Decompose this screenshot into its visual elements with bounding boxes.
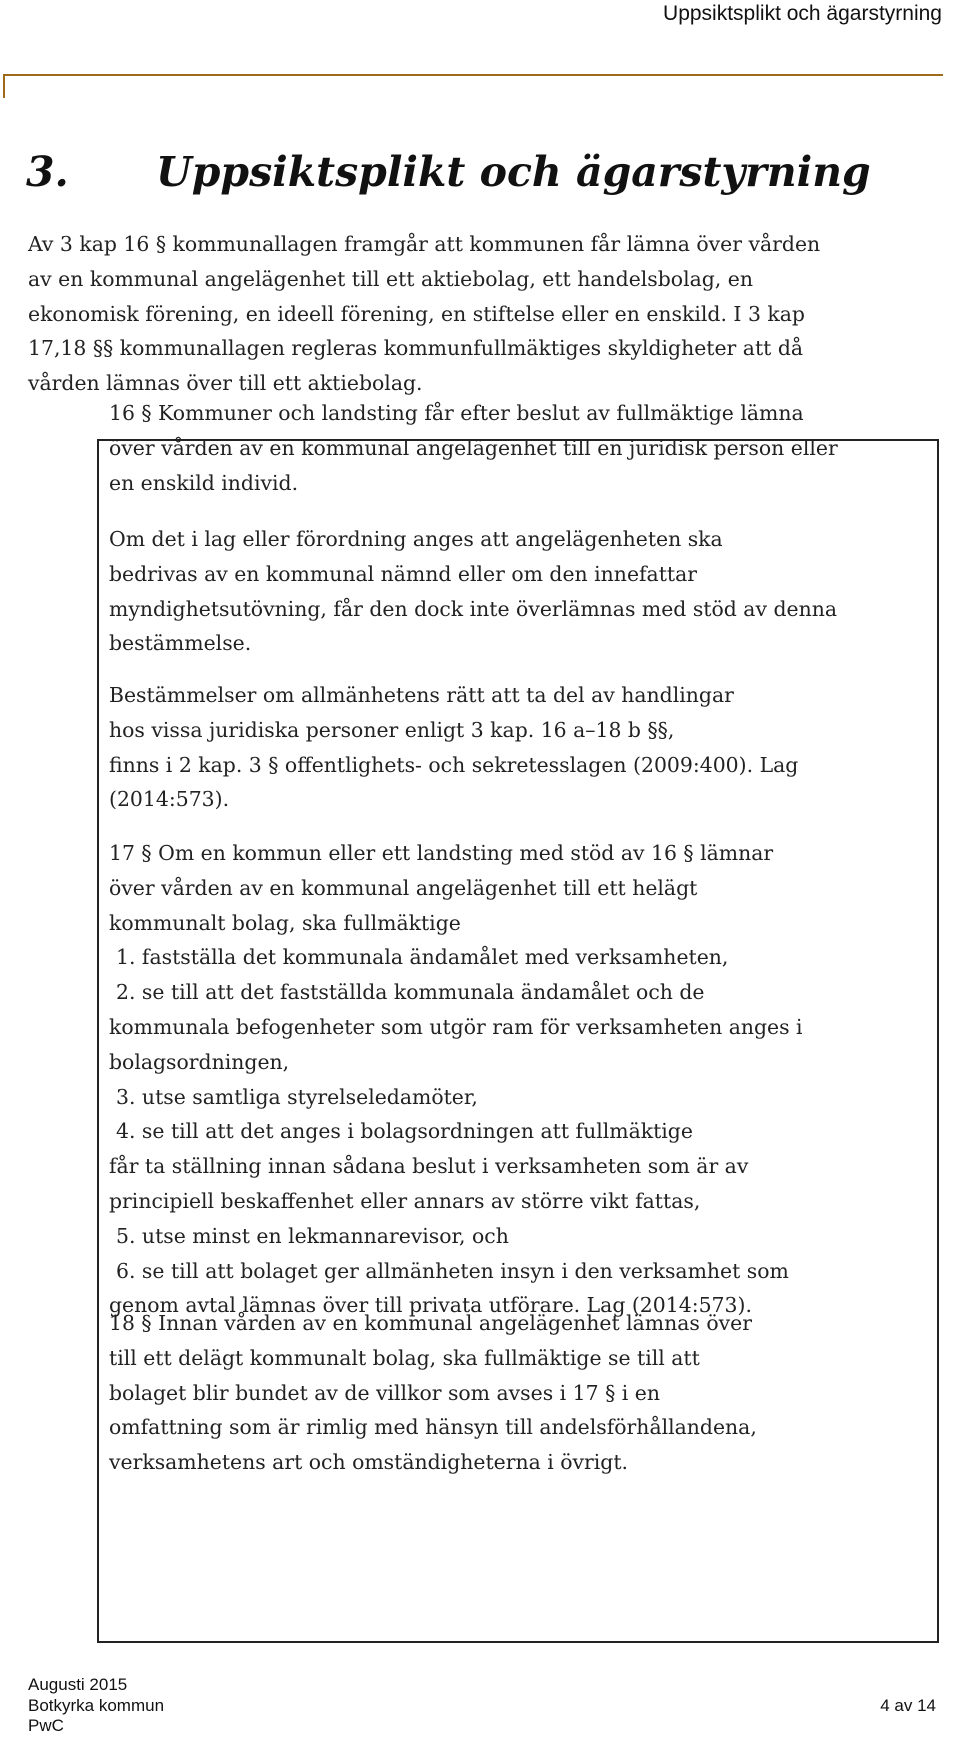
law-line: Om det i lag eller förordning anges att angelägenheten ska bbox=[109, 527, 723, 551]
law-line: (2014:573). bbox=[109, 787, 230, 812]
section-title: Uppsiktsplikt och ägarstyrning bbox=[156, 148, 871, 196]
intro-line: Av 3 kap 16 § kommunallagen framgår att kommunen får lämna över vården bbox=[28, 232, 821, 256]
intro-line: 17,18 §§ kommunallagen regleras kommunfullmäktiges skyldigheter att då bbox=[28, 336, 804, 361]
law-line: verksamhetens art och omständigheterna i övrigt. bbox=[109, 1450, 629, 1475]
law-paragraph-18 bbox=[109, 1306, 757, 1480]
section-number: 3. bbox=[26, 148, 69, 196]
law-list-item: 1. fastställa det kommunala ändamålet med verksamheten, bbox=[116, 945, 729, 970]
law-line: omfattning som är rimlig med hänsyn till andelsförhållandena, bbox=[109, 1415, 757, 1440]
footer-firm: PwC bbox=[28, 1716, 64, 1735]
running-header-title: Uppsiktsplikt och ägarstyrning bbox=[663, 2, 942, 25]
law-line: över vården av en kommunal angelägenhet till ett helägt bbox=[109, 875, 698, 900]
law-line: får ta ställning innan sådana beslut i verksamheten som är av bbox=[109, 1154, 749, 1179]
law-line: över vården av en kommunal angelägenhet till en juridisk person eller bbox=[109, 435, 838, 460]
footer-date: Augusti 2015 bbox=[28, 1675, 128, 1694]
law-paragraph-16 bbox=[109, 396, 838, 500]
law-line: kommunalt bolag, ska fullmäktige bbox=[109, 910, 461, 935]
section-heading bbox=[26, 148, 871, 196]
law-line: myndighetsutövning, får den dock inte överlämnas med stöd av denna bbox=[109, 596, 838, 621]
law-paragraph-16-restriction bbox=[109, 522, 837, 661]
law-paragraph-16-access bbox=[109, 678, 798, 817]
law-line: till ett delägt kommunalt bolag, ska fullmäktige se till att bbox=[109, 1345, 700, 1370]
intro-line: vården lämnas över till ett aktiebolag. bbox=[28, 371, 423, 396]
law-line: 18 § Innan vården av en kommunal angelägenhet lämnas över bbox=[109, 1311, 752, 1335]
law-line: principiell beskaffenhet eller annars av större vikt fattas, bbox=[109, 1188, 701, 1213]
page-number: 4 av 14 bbox=[880, 1696, 936, 1715]
intro-line: av en kommunal angelägenhet till ett aktiebolag, ett handelsbolag, en bbox=[28, 266, 753, 291]
header-rule bbox=[3, 74, 943, 76]
intro-paragraph bbox=[28, 227, 933, 401]
law-line: bestämmelse. bbox=[109, 631, 252, 656]
law-line: kommunala befogenheter som utgör ram för verksamheten anges i bbox=[109, 1014, 803, 1039]
law-line: finns i 2 kap. 3 § offentlighets- och sekretesslagen (2009:400). Lag bbox=[109, 752, 799, 777]
law-line: hos vissa juridiska personer enligt 3 kap. 16 a–18 b §§, bbox=[109, 717, 675, 742]
law-list-item: 3. utse samtliga styrelseledamöter, bbox=[116, 1084, 478, 1109]
law-line: 17 § Om en kommun eller ett landsting med stöd av 16 § lämnar bbox=[109, 841, 774, 865]
law-list-item: 4. se till att det anges i bolagsordningen att fullmäktige bbox=[116, 1119, 693, 1144]
page-footer bbox=[28, 1675, 164, 1737]
footer-organization: Botkyrka kommun bbox=[28, 1695, 165, 1715]
law-line: en enskild individ. bbox=[109, 470, 299, 495]
intro-line: ekonomisk förening, en ideell förening, en stiftelse eller en enskild. I 3 kap bbox=[28, 301, 805, 326]
law-paragraph-17 bbox=[109, 836, 803, 1323]
law-line: 16 § Kommuner och landsting får efter beslut av fullmäktige lämna bbox=[109, 401, 804, 425]
law-line: bolagsordningen, bbox=[109, 1049, 290, 1074]
law-line: genom avtal lämnas över till privata utförare. Lag (2014:573). bbox=[109, 1293, 752, 1318]
law-line: bedrivas av en kommunal nämnd eller om den innefattar bbox=[109, 561, 698, 586]
law-line: bolaget blir bundet av de villkor som avses i 17 § i en bbox=[109, 1380, 660, 1405]
law-list-item: 5. utse minst en lekmannarevisor, och bbox=[116, 1223, 509, 1248]
law-line: Bestämmelser om allmänhetens rätt att ta del av handlingar bbox=[109, 683, 734, 707]
law-list-item: 6. se till att bolaget ger allmänheten insyn i den verksamhet som bbox=[116, 1258, 789, 1283]
law-list-item: 2. se till att det fastställda kommunala ändamålet och de bbox=[116, 980, 705, 1005]
header-rule-tick bbox=[3, 74, 5, 98]
